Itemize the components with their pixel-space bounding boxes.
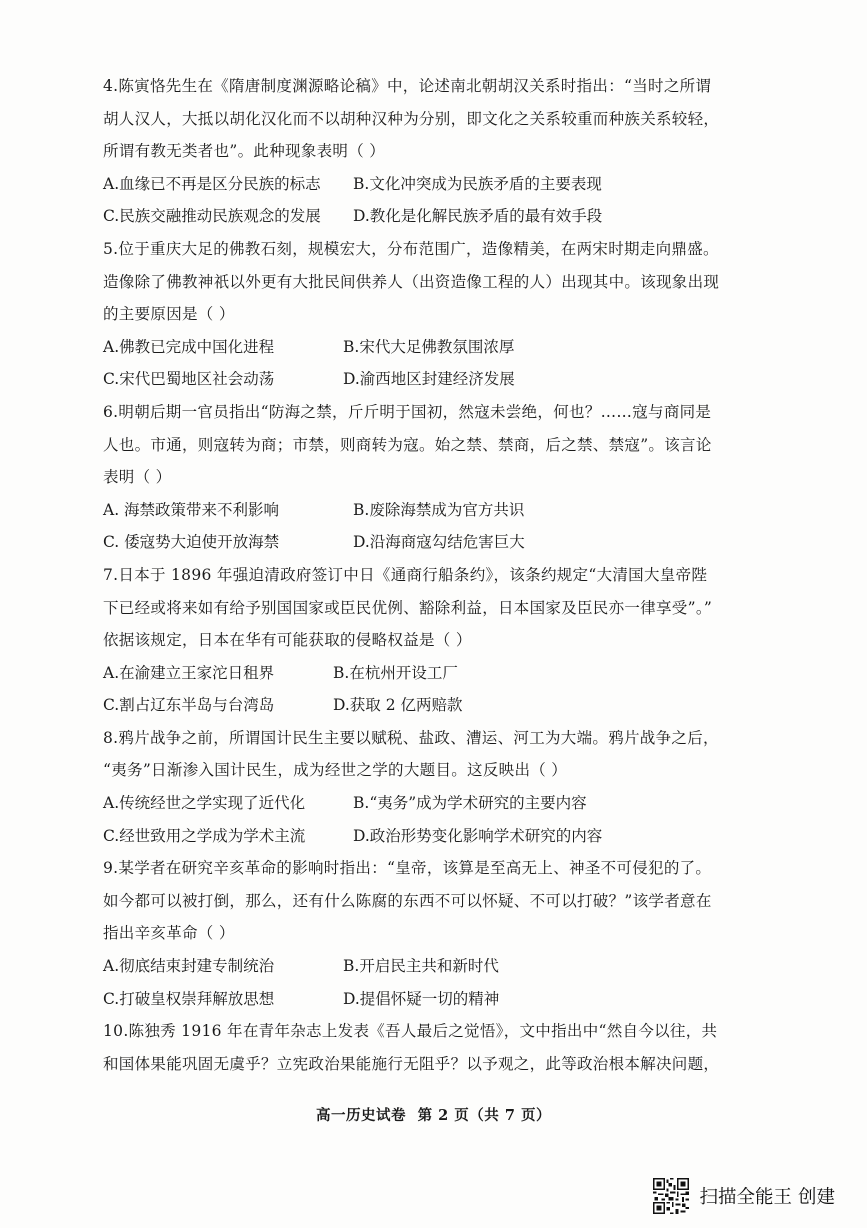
question-6-stem-line-2: 人也。市通，则寇转为商；市禁，则商转为寇。始之禁、禁商，后之禁、禁寇”。该言论 bbox=[103, 435, 712, 454]
question-4-stem-line-3: 所谓有教无类者也”。此种现象表明（ ） bbox=[103, 142, 386, 161]
question-10-stem-line-2: 和国体果能巩固无虞乎？立宪政治果能施行无阻乎？以予观之，此等政治根本解决问题， bbox=[103, 1054, 720, 1073]
scanner-watermark bbox=[653, 1178, 841, 1214]
question-10-stem-line-1: 10.陈独秀 1916 年在青年杂志上发表《吾人最后之觉悟》，文中指出中“然自今以往，共 bbox=[103, 1022, 718, 1041]
question-7-option-b: B.在杭州开设工厂 bbox=[333, 663, 458, 682]
question-6-option-c: C. 倭寇势大迫使开放海禁 bbox=[103, 533, 280, 552]
question-4-stem-line-2: 胡人汉人，大抵以胡化汉化而不以胡种汉种为分别，即文化之关系较重而种族关系较轻， bbox=[103, 109, 720, 128]
question-5-options-row-2 bbox=[103, 363, 753, 396]
question-8-stem-line-2: “夷务”日渐渗入国计民生，成为经世之学的大题目。这反映出（ ） bbox=[103, 761, 568, 780]
exam-title: 高一历史试卷 bbox=[316, 1107, 407, 1124]
question-9-option-d: D.提倡怀疑一切的精神 bbox=[343, 989, 500, 1008]
question-10 bbox=[103, 1015, 753, 1080]
question-9-option-b: B.开启民主共和新时代 bbox=[343, 957, 499, 976]
question-8-options-row-1 bbox=[103, 787, 753, 820]
question-4 bbox=[103, 70, 753, 233]
watermark-action: 创建 bbox=[797, 1187, 835, 1208]
question-8-option-d: D.政治形势变化影响学术研究的内容 bbox=[353, 826, 603, 845]
question-4-option-b: B.文化冲突成为民族矛盾的主要表现 bbox=[353, 174, 602, 193]
question-4-options-row-2 bbox=[103, 200, 753, 233]
question-6-stem-line-1: 6.明朝后期一官员指出“防海之禁，斤斤明于国初，然寇未尝绝，何也？……寇与商同是 bbox=[103, 402, 712, 421]
question-9-stem-line-1: 9.某学者在研究辛亥革命的影响时指出：“皇帝，该算是至高无上、神圣不可侵犯的了。 bbox=[103, 859, 712, 878]
question-6-options-row-2 bbox=[103, 526, 753, 559]
question-4-option-c: C.民族交融推动民族观念的发展 bbox=[103, 207, 321, 226]
question-9 bbox=[103, 852, 753, 1015]
question-6-options-row-1 bbox=[103, 494, 753, 527]
question-5-option-c: C.宋代巴蜀地区社会动荡 bbox=[103, 370, 275, 389]
question-list bbox=[103, 70, 753, 1080]
question-6-option-d: D.沿海商寇勾结危害巨大 bbox=[353, 533, 525, 552]
question-8-option-c: C.经世致用之学成为学术主流 bbox=[103, 826, 306, 845]
question-6-option-a: A. 海禁政策带来不利影响 bbox=[103, 500, 280, 519]
question-9-option-c: C.打破皇权崇拜解放思想 bbox=[103, 989, 275, 1008]
question-6-option-b: B.废除海禁成为官方共识 bbox=[353, 500, 525, 519]
question-5-option-d: D.渝西地区封建经济发展 bbox=[343, 370, 515, 389]
question-4-options-row-1 bbox=[103, 168, 753, 201]
question-5 bbox=[103, 233, 753, 396]
question-4-option-a: A.血缘已不再是区分民族的标志 bbox=[103, 174, 321, 193]
question-9-stem-line-3: 指出辛亥革命（ ） bbox=[103, 924, 235, 943]
question-7-option-c: C.割占辽东半岛与台湾岛 bbox=[103, 696, 275, 715]
question-8-stem-line-1: 8.鸦片战争之前，所谓国计民生主要以赋税、盐政、漕运、河工为大端。鸦片战争之后， bbox=[103, 728, 719, 747]
question-7-stem-line-2: 下已经或将来如有给予别国国家或臣民优例、豁除利益，日本国家及臣民亦一律享受”。” bbox=[103, 598, 713, 617]
watermark-text bbox=[699, 1183, 841, 1209]
question-7-stem-line-1: 7.日本于 1896 年强迫清政府签订中日《通商行船条约》，该条约规定“大清国大皇帝陛 bbox=[103, 565, 708, 584]
question-7-stem-line-3: 依据该规定，日本在华有可能获取的侵略权益是（ ） bbox=[103, 631, 472, 650]
question-5-options-row-1 bbox=[103, 331, 753, 364]
question-5-option-a: A.佛教已完成中国化进程 bbox=[103, 337, 275, 356]
qr-code-icon bbox=[653, 1178, 689, 1214]
question-9-options-row-2 bbox=[103, 983, 753, 1016]
question-4-stem-line-1: 4.陈寅恪先生在《隋唐制度渊源略论稿》中，论述南北朝胡汉关系时指出：“当时之所谓 bbox=[103, 77, 712, 95]
question-8-option-b: B.“夷务”成为学术研究的主要内容 bbox=[353, 794, 587, 813]
question-4-option-d: D.教化是化解民族矛盾的最有效手段 bbox=[353, 207, 603, 226]
question-8-option-a: A.传统经世之学实现了近代化 bbox=[103, 794, 306, 813]
question-5-stem-line-1: 5.位于重庆大足的佛教石刻，规模宏大，分布范围广，造像精美，在两宋时期走向鼎盛。 bbox=[103, 239, 719, 258]
question-7-options-row-2 bbox=[103, 689, 753, 722]
question-5-stem-line-2: 造像除了佛教神祇以外更有大批民间供养人（出资造像工程的人）出现其中。该现象出现 bbox=[103, 272, 720, 291]
question-7-options-row-1 bbox=[103, 657, 753, 690]
question-7-option-d: D.获取 2 亿两赔款 bbox=[333, 696, 463, 715]
question-9-options-row-1 bbox=[103, 950, 753, 983]
question-7-option-a: A.在渝建立王家沱日租界 bbox=[103, 663, 275, 682]
page-number: 第 2 页（共 7 页） bbox=[417, 1107, 551, 1124]
page-footer bbox=[0, 1104, 867, 1125]
question-9-stem-line-2: 如今都可以被打倒，那么，还有什么陈腐的东西不可以怀疑、不可以打破？”该学者意在 bbox=[103, 891, 712, 910]
question-8 bbox=[103, 722, 753, 852]
question-9-option-a: A.彻底结束封建专制统治 bbox=[103, 957, 275, 976]
question-5-stem-line-3: 的主要原因是（ ） bbox=[103, 305, 235, 324]
question-7 bbox=[103, 559, 753, 722]
watermark-brand: 扫描全能王 bbox=[699, 1187, 792, 1208]
question-8-options-row-2 bbox=[103, 820, 753, 853]
question-6 bbox=[103, 396, 753, 559]
question-5-option-b: B.宋代大足佛教氛围浓厚 bbox=[343, 337, 515, 356]
question-6-stem-line-3: 表明（ ） bbox=[103, 468, 172, 487]
